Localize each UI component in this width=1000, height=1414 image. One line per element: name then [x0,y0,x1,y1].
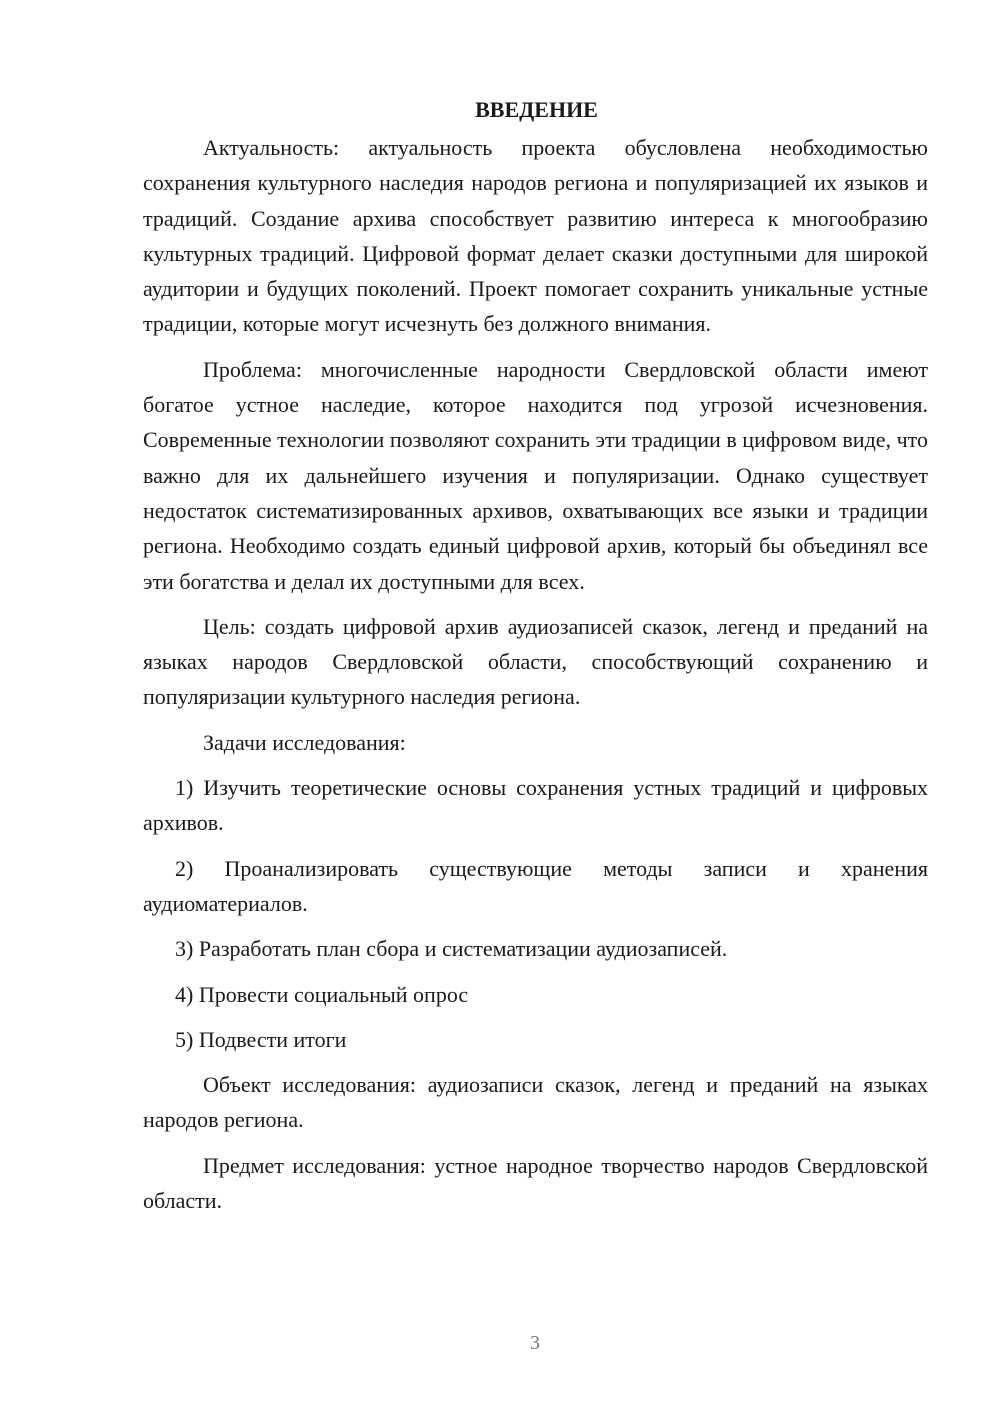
list-item: 4) Провести социальный опрос [175,981,469,1007]
section-title: ВВЕДЕНИЕ [475,97,598,122]
paragraph-relevance: Актуальность: актуальность проекта обусловлена необходимостью сохранения культурного наследия народов региона и популяризацией их языков и традиций. Создание архива способствует развитию интереса к многообразию культурных традиций. Цифровой формат делает сказки доступными для широкой аудитории и будущих поколений. Проект помогает сохранить уникальные устные традиции, которые могут исчезнуть без должного внимания. [143,135,928,337]
paragraph-subject: Предмет исследования: устное народное творчество народов Свердловской области. [143,1152,928,1214]
list-item: 5) Подвести итоги [175,1026,347,1052]
list-item: 3) Разработать план сбора и систематизации аудиозаписей. [175,936,728,962]
paragraph-object: Объект исследования: аудиозаписи сказок, легенд и преданий на языках народов региона. [143,1072,928,1133]
tasks-heading: Задачи исследования: [203,729,406,755]
list-item: 1) Изучить теоретические основы сохранения устных традиций и цифровых архивов. [143,775,928,836]
page-number: 3 [530,1332,540,1354]
paragraph-goal: Цель: создать цифровой архив аудиозаписей сказок, легенд и преданий на языках народов Свердловской области, способствующий сохранению и популяризации культурного наследия региона. [143,613,928,710]
tasks-list [143,770,928,1057]
list-item: 2) Проанализировать существующие методы записи и хранения аудиоматериалов. [143,855,928,916]
document-page [143,92,928,1228]
paragraph-problem: Проблема: многочисленные народности Свердловской области имеют богатое устное наследие, которое находится под угрозой исчезновения. Современные технологии позволяют сохранить эти традиции в цифровом виде, что важно для их дальнейшего изучения и популяризации. Однако существует недостаток систематизированных архивов, охватывающих все языки и традиции региона. Необходимо создать единый цифровой архив, который бы объединял все эти богатства и делал их доступными для всех. [143,356,928,594]
